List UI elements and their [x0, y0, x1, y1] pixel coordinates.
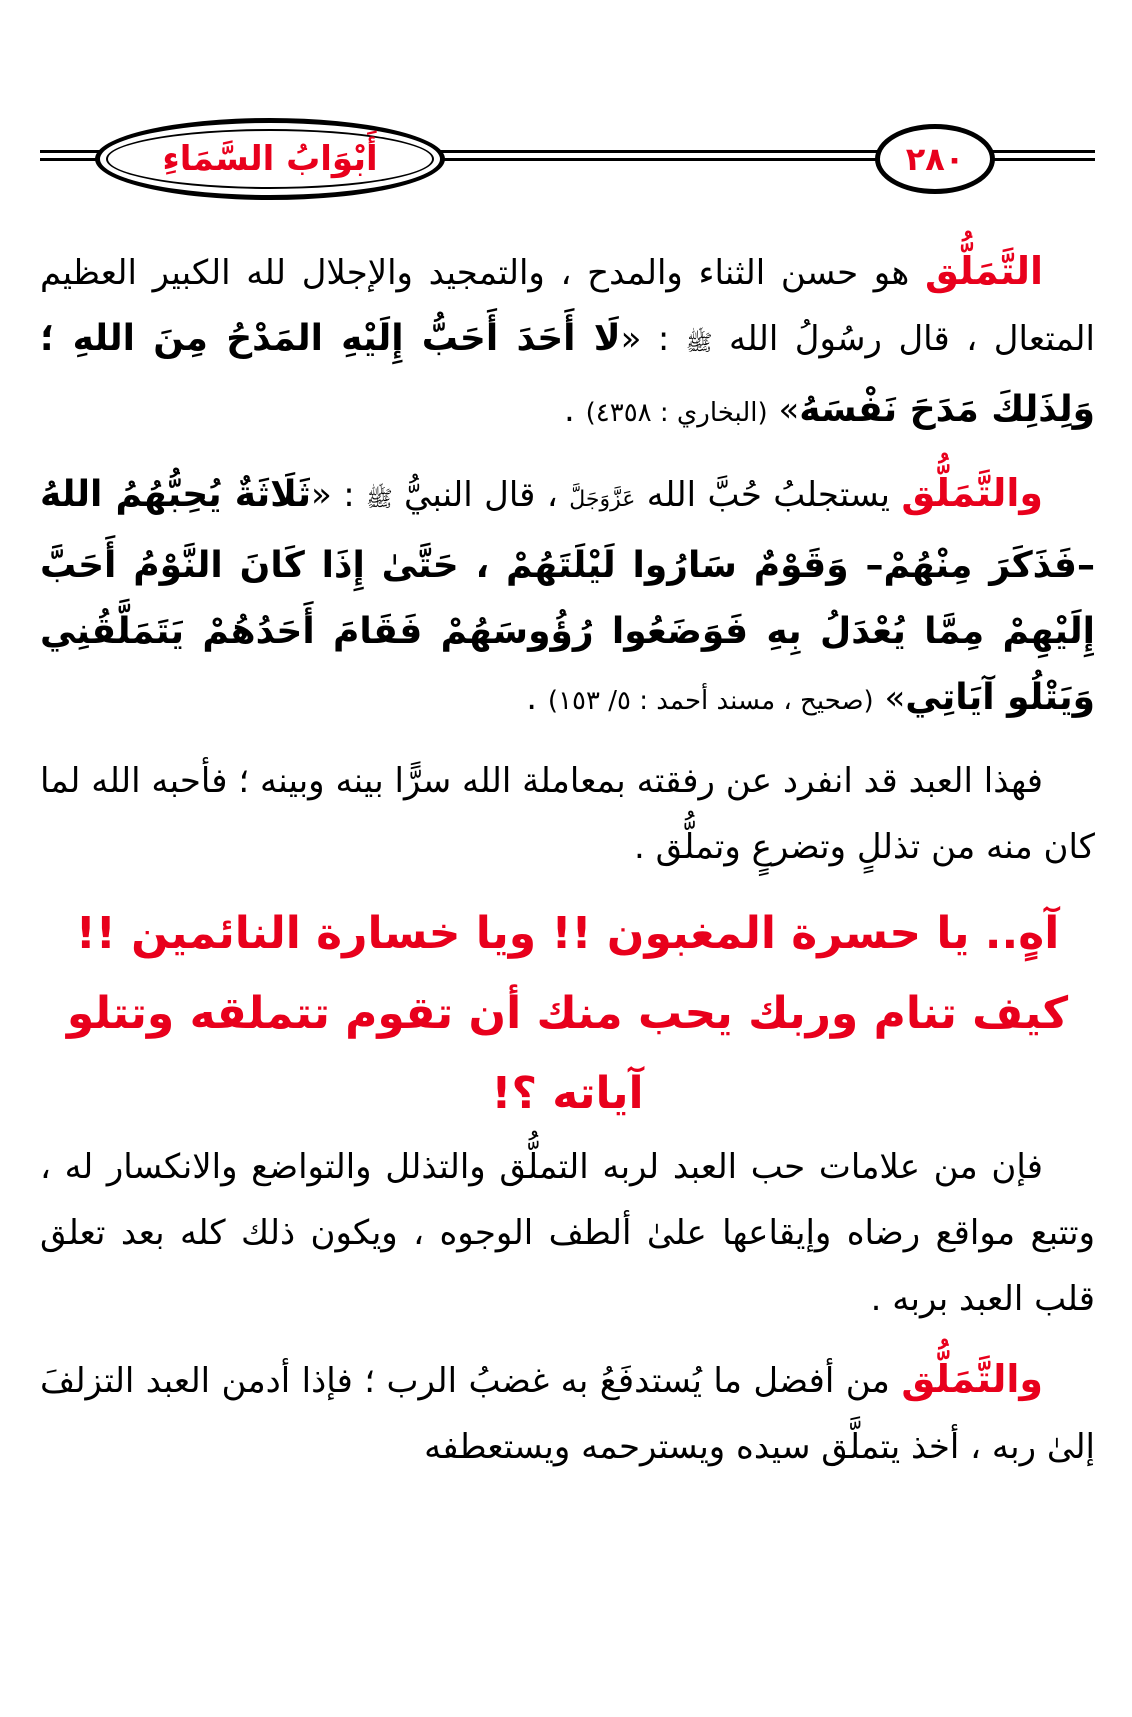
- keyword-tamalluq: التَّمَلُّق: [924, 249, 1043, 293]
- paragraph-2-text-e: .: [526, 678, 548, 718]
- paragraph-1-text-a: هو حسن الثناء والمدح ، والتمجيد والإجلال لله الكبير العظيم المتعال ، قال رسُولُ الله: [40, 253, 1095, 359]
- paragraph-2-text-b: ، قال النبيُّ: [392, 475, 570, 515]
- page-content: [40, 238, 1095, 1494]
- hadith-reference-1: (البخاري : ٤٣٥٨): [585, 398, 768, 428]
- page-number: ٢٨٠: [905, 140, 965, 178]
- paragraph-5: [40, 1346, 1095, 1480]
- header-rule-left-2: [40, 158, 100, 161]
- header-rule-right-2: [990, 158, 1095, 161]
- paragraph-2: [40, 460, 1095, 734]
- paragraph-2-text-a: يستجلبُ حُبَّ الله: [635, 475, 902, 515]
- red-exclamation-2: كيف تنام وربك يحب منك أن تقوم تتملقه وتتلو آياته ؟!: [66, 988, 1069, 1119]
- page-number-oval: [875, 124, 995, 194]
- header-rule-middle-2: [440, 158, 880, 161]
- azza-wa-jall-mark: عَزَّوَجَلَّ: [569, 487, 636, 512]
- salawat-mark: ﷺ: [685, 331, 713, 356]
- paragraph-1-text-b: : «: [620, 319, 686, 359]
- paragraph-2-text-c: : «: [311, 475, 367, 515]
- page-header: [40, 118, 1095, 214]
- paragraph-3: فهذا العبد قد انفرد عن رفقته بمعاملة الله سرًّا بينه وبينه ؛ فأحبه الله لما كان منه من تذللٍ وتضرعٍ وتملُّق .: [40, 761, 1095, 867]
- title-oval: [95, 118, 445, 200]
- keyword-tamalluq: والتَّمَلُّق: [901, 1357, 1043, 1401]
- header-rule-left: [40, 150, 100, 153]
- paragraph-4: فإن من علامات حب العبد لربه التملُّق والتذلل والتواضع والانكسار له ، وتتبع مواقع رضاه وإيقاعها علىٰ ألطف الوجوه ، ويكون ذلك كله بعد تعلق قلب العبد بربه .: [40, 1147, 1095, 1319]
- book-title: أَبْوَابُ السَّمَاءِ: [162, 139, 378, 179]
- paragraph-1: [40, 238, 1095, 446]
- paragraph-2-text-d: »: [873, 678, 906, 718]
- paragraph-1-text-c: »: [767, 390, 800, 430]
- header-rule-right: [990, 150, 1095, 153]
- keyword-tamalluq: والتَّمَلُّق: [901, 471, 1043, 515]
- hadith-quote-1: لَا أَحَدَ أَحَبُّ إِلَيْهِ المَدْحُ مِنَ اللهِ ؛ وَلِذَلِكَ مَدَحَ نَفْسَهُ: [40, 318, 1095, 430]
- red-exclamation-1: آهٍ.. يا حسرة المغبون !! ويا خسارة النائمين !!: [75, 908, 1060, 959]
- paragraph-5-text: من أفضل ما يُستدفَعُ به غضبُ الرب ؛ فإذا أدمن العبد التزلفَ إلىٰ ربه ، أخذ يتملَّق سيده ويسترحمه ويستعطفه: [40, 1361, 1095, 1467]
- hadith-quote-2: ثَلَاثَةٌ يُحِبُّهُمُ اللهُ –فَذَكَرَ مِنْهُمْ– وَقَوْمٌ سَارُوا لَيْلَتَهُمْ ، حَتَّىٰ إِذَا كَانَ النَّوْمُ أَحَبَّ إِلَيْهِمْ مِمَّا يُعْدَلُ بِهِ فَوَضَعُوا رُؤُوسَهُمْ فَقَامَ أَحَدُهُمْ يَتَمَلَّقُنِي وَيَتْلُو آيَاتِي: [40, 474, 1095, 718]
- hadith-reference-2: (صحيح ، مسند أحمد : ٥/ ١٥٣): [547, 686, 874, 716]
- paragraph-1-text-d: .: [563, 390, 586, 430]
- header-rule-middle: [440, 150, 880, 153]
- salawat-mark: ﷺ: [366, 487, 393, 512]
